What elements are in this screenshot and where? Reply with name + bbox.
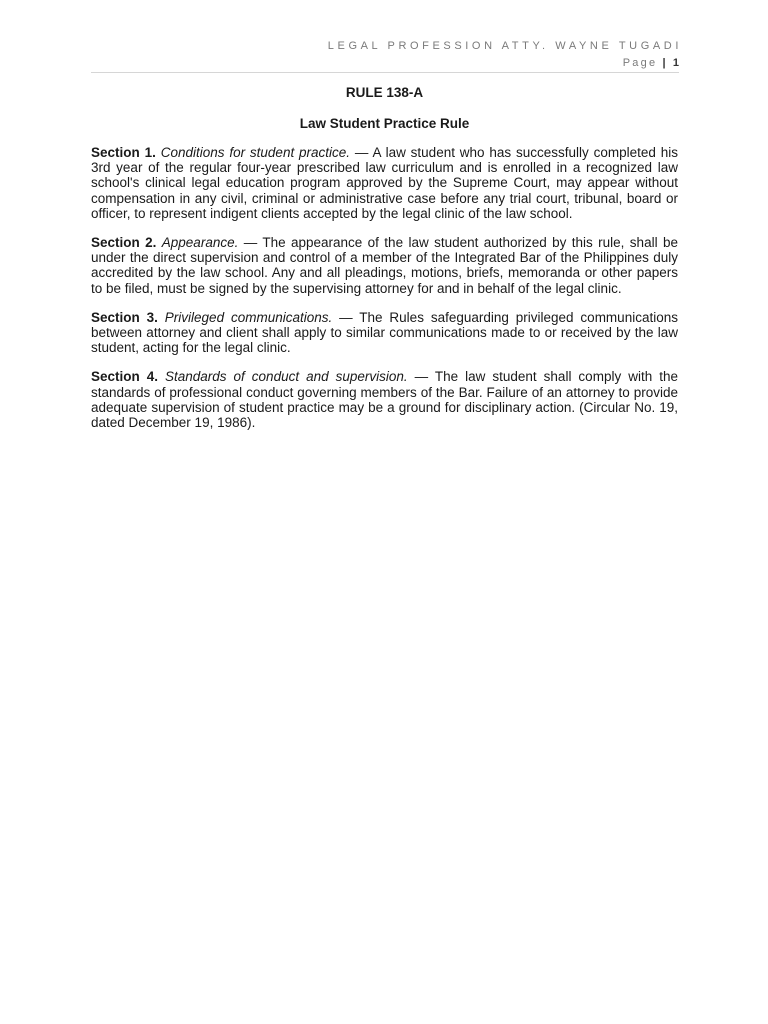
section-4 [91, 369, 678, 430]
section-heading: Appearance. [161, 235, 239, 251]
section-label: Section 1. [91, 145, 156, 160]
page-header [91, 37, 682, 71]
section-heading: Conditions for student practice. [160, 145, 351, 160]
section-label: Section 4. [91, 369, 159, 385]
section-2 [91, 235, 678, 296]
section-1 [91, 145, 678, 221]
section-heading: Privileged communications. [164, 309, 333, 325]
section-label: Section 2. [91, 235, 157, 251]
section-text: — The law student shall comply with the standards of professional conduct governing members of the Bar. Failure of an attorney to provide adequate supervision of student practice may be a ground for disciplinary action. (Circular No. 19, dated December 19, 1986). [91, 369, 678, 431]
page-separator: | [662, 57, 668, 69]
document-title: RULE 138-A [345, 85, 424, 100]
section-text: — A law student who has successfully completed his 3rd year of the regular four-year prescribed law curriculum and is enrolled in a recognized law school's clinical legal education program approved by the Supreme Court, may appear without compensation in any civil, criminal or administrative case before any trial court, tribunal, board or officer, to represent indigent clients accepted by the legal clinic of the law school. [91, 145, 678, 221]
section-text: — The Rules safeguarding privileged communications between attorney and client shall apply to similar communications made to or received by the law student, acting for the legal clinic. [91, 309, 678, 356]
page-number-line [91, 55, 679, 71]
running-title: LEGAL PROFESSION ATTY. WAYNE TUGADI [327, 40, 682, 52]
section-label: Section 3. [91, 309, 158, 325]
page-number: 1 [672, 57, 679, 69]
header-divider [91, 72, 679, 73]
document-subtitle: Law Student Practice Rule [299, 116, 470, 131]
section-3 [91, 310, 678, 356]
document-body [91, 145, 678, 444]
section-heading: Standards of conduct and supervision. [165, 369, 408, 385]
page-label: Page [622, 57, 658, 69]
section-text: — The appearance of the law student authorized by this rule, shall be under the direct supervision and control of a member of the Integrated Bar of the Philippines duly accredited by the law school. Any and all pleadings, motions, briefs, memoranda or other papers to be filed, must be signed by the supervising attorney for and in behalf of the legal clinic. [91, 235, 678, 296]
